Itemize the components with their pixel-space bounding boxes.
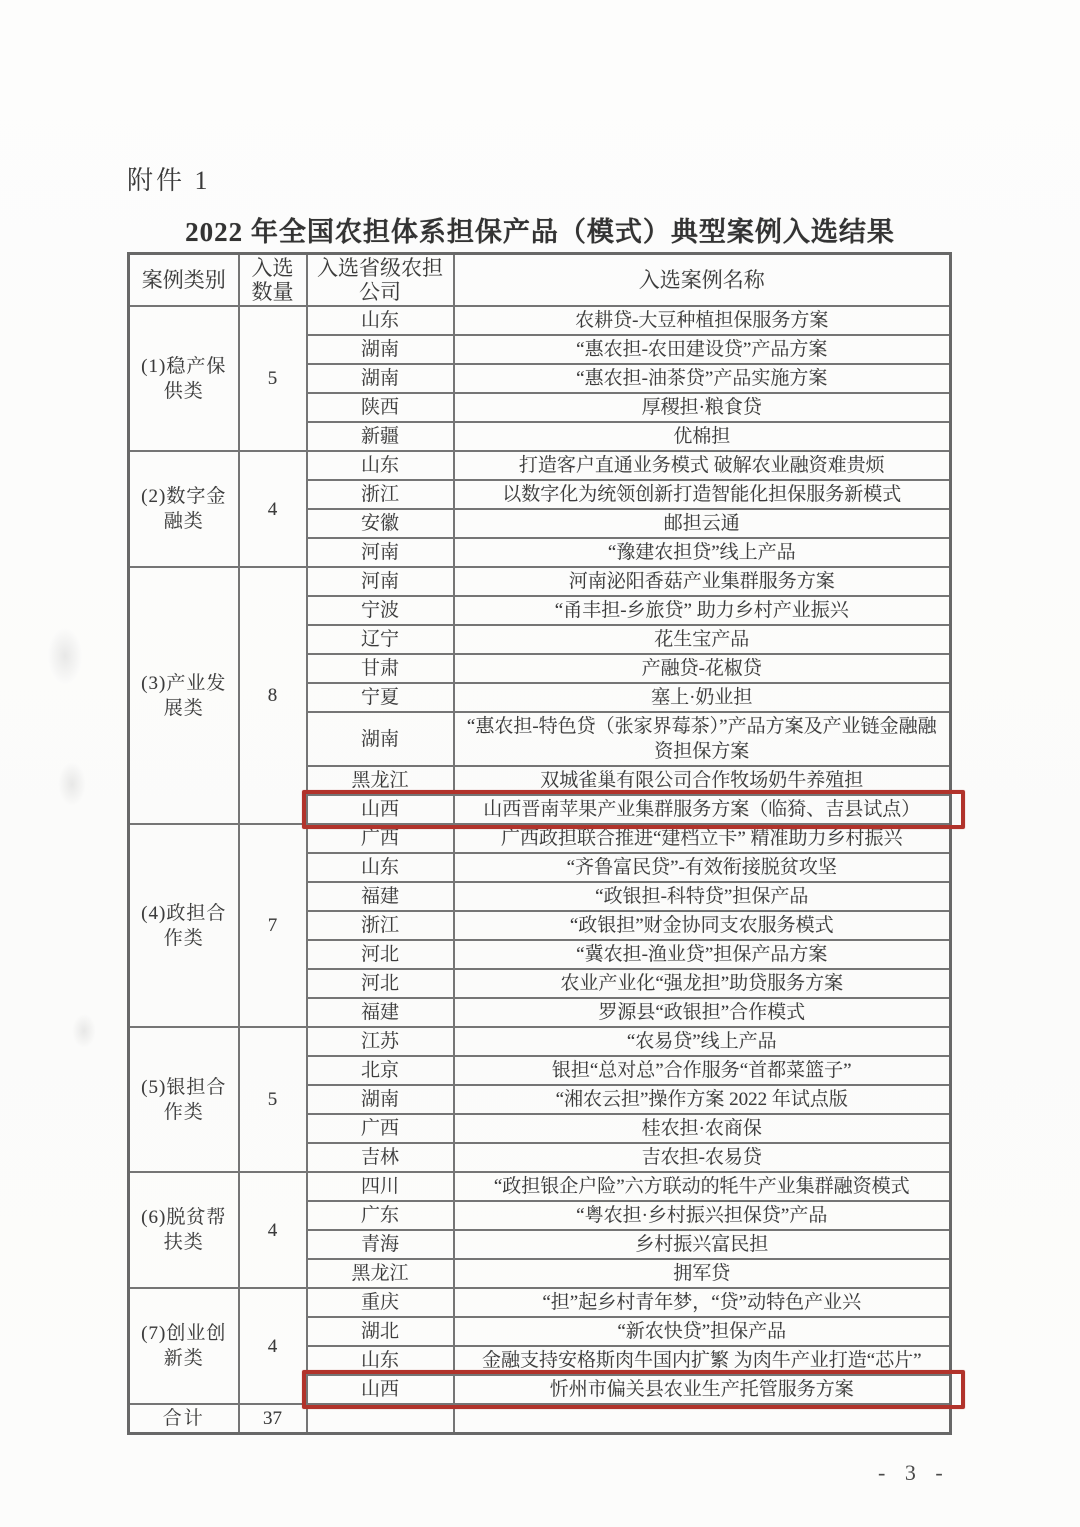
case-name-cell: “齐鲁富民贷”-有效衔接脱贫攻坚: [454, 853, 951, 882]
table-header-row: [129, 254, 951, 307]
province-cell: 湖南: [307, 712, 454, 766]
province-cell: 陕西: [307, 393, 454, 422]
category-count: 5: [239, 306, 307, 451]
case-name-cell: “冀农担-渔业贷”担保产品方案: [454, 940, 951, 969]
header-category: 案例类别: [129, 254, 239, 307]
case-name-cell: 拥军贷: [454, 1259, 951, 1288]
province-cell: 湖北: [307, 1317, 454, 1346]
province-cell: 广东: [307, 1201, 454, 1230]
case-name-cell: 广西政担联合推进“建档立卡” 精准助力乡村振兴: [454, 824, 951, 853]
page-number: - 3 -: [878, 1460, 950, 1485]
province-cell: 黑龙江: [307, 1259, 454, 1288]
province-cell: 河南: [307, 538, 454, 567]
case-name-cell: “湘农云担”操作方案 2022 年试点版: [454, 1085, 951, 1114]
table-row: [129, 824, 951, 853]
province-cell: 黑龙江: [307, 766, 454, 795]
province-cell: 山西: [307, 795, 454, 824]
empty-cell: [307, 1404, 454, 1434]
category-label: (6)脱贫帮扶类: [129, 1172, 239, 1288]
case-name-cell: 打造客户直通业务模式 破解农业融资难贵烦: [454, 451, 951, 480]
case-name-cell: 双城雀巢有限公司合作牧场奶牛养殖担: [454, 766, 951, 795]
province-cell: 山东: [307, 306, 454, 335]
province-cell: 山东: [307, 1346, 454, 1375]
province-cell: 广西: [307, 824, 454, 853]
category-count: 4: [239, 1172, 307, 1288]
case-name-cell: “担”起乡村青年梦，“贷”动特色产业兴: [454, 1288, 951, 1317]
case-name-cell: 产融贷-花椒贷: [454, 654, 951, 683]
header-case-name: 入选案例名称: [454, 254, 951, 307]
province-cell: 安徽: [307, 509, 454, 538]
category-count: 5: [239, 1027, 307, 1172]
category-count: 4: [239, 451, 307, 567]
category-label: (7)创业创新类: [129, 1288, 239, 1404]
category-label: (1)稳产保供类: [129, 306, 239, 451]
category-label: (2)数字金融类: [129, 451, 239, 567]
case-name-cell: “惠农担-油茶贷”产品实施方案: [454, 364, 951, 393]
scan-smudge: [48, 628, 82, 684]
province-cell: 重庆: [307, 1288, 454, 1317]
header-count: 入选数量: [239, 254, 307, 307]
case-name-cell: 罗源县“政银担”合作模式: [454, 998, 951, 1027]
total-label: 合计: [129, 1404, 239, 1434]
province-cell: 湖南: [307, 364, 454, 393]
province-cell: 青海: [307, 1230, 454, 1259]
province-cell: 福建: [307, 998, 454, 1027]
province-cell: 宁波: [307, 596, 454, 625]
case-name-cell: “惠农担-农田建设贷”产品方案: [454, 335, 951, 364]
province-cell: 吉林: [307, 1143, 454, 1172]
case-name-cell: “豫建农担贷”线上产品: [454, 538, 951, 567]
province-cell: 河南: [307, 567, 454, 596]
province-cell: 浙江: [307, 911, 454, 940]
province-cell: 湖南: [307, 1085, 454, 1114]
case-name-cell: “政银担”财金协同支农服务模式: [454, 911, 951, 940]
province-cell: 福建: [307, 882, 454, 911]
province-cell: 辽宁: [307, 625, 454, 654]
province-cell: 浙江: [307, 480, 454, 509]
results-table: [127, 252, 952, 1435]
province-cell: 北京: [307, 1056, 454, 1085]
case-name-cell: 厚稷担·粮食贷: [454, 393, 951, 422]
case-name-cell: “惠农担-特色贷（张家界莓茶）”产品方案及产业链金融融资担保方案: [454, 712, 951, 766]
case-name-cell: 吉农担-农易贷: [454, 1143, 951, 1172]
table-row: [129, 1027, 951, 1056]
case-name-cell: 河南泌阳香菇产业集群服务方案: [454, 567, 951, 596]
case-name-cell: 以数字化为统领创新打造智能化担保服务新模式: [454, 480, 951, 509]
province-cell: 河北: [307, 969, 454, 998]
case-name-cell: 桂农担·农商保: [454, 1114, 951, 1143]
scan-smudge: [72, 1014, 96, 1048]
table-row: [129, 1172, 951, 1201]
case-name-cell: 忻州市偏关县农业生产托管服务方案: [454, 1375, 951, 1404]
table-row: [129, 567, 951, 596]
province-cell: 新疆: [307, 422, 454, 451]
category-label: (4)政担合作类: [129, 824, 239, 1027]
document-title: 2022 年全国农担体系担保产品（模式）典型案例入选结果: [185, 217, 895, 247]
province-cell: 江苏: [307, 1027, 454, 1056]
case-name-cell: 金融支持安格斯肉牛国内扩繁 为肉牛产业打造“芯片”: [454, 1346, 951, 1375]
case-name-cell: “新农快贷”担保产品: [454, 1317, 951, 1346]
case-name-cell: 邮担云通: [454, 509, 951, 538]
case-name-cell: 花生宝产品: [454, 625, 951, 654]
category-count: 8: [239, 567, 307, 824]
case-name-cell: 山西晋南苹果产业集群服务方案（临猗、吉县试点）: [454, 795, 951, 824]
empty-cell: [454, 1404, 951, 1434]
table-row: [129, 306, 951, 335]
case-name-cell: 银担“总对总”合作服务“首都菜篮子”: [454, 1056, 951, 1085]
case-name-cell: “粤农担·乡村振兴担保贷”产品: [454, 1201, 951, 1230]
table-row: [129, 451, 951, 480]
case-name-cell: “政银担-科特贷”担保产品: [454, 882, 951, 911]
category-label: (5)银担合作类: [129, 1027, 239, 1172]
case-name-cell: 塞上·奶业担: [454, 683, 951, 712]
total-row: [129, 1404, 951, 1434]
case-name-cell: “甬丰担-乡旅贷” 助力乡村产业振兴: [454, 596, 951, 625]
table-row: [129, 1288, 951, 1317]
province-cell: 四川: [307, 1172, 454, 1201]
case-name-cell: “政担银企户险”六方联动的牦牛产业集群融资模式: [454, 1172, 951, 1201]
category-count: 7: [239, 824, 307, 1027]
header-provincial-company: 入选省级农担公司: [307, 254, 454, 307]
province-cell: 湖南: [307, 335, 454, 364]
case-name-cell: 乡村振兴富民担: [454, 1230, 951, 1259]
attachment-label: 附件 1: [127, 166, 211, 195]
province-cell: 宁夏: [307, 683, 454, 712]
province-cell: 山东: [307, 451, 454, 480]
category-count: 4: [239, 1288, 307, 1404]
case-name-cell: 农耕贷-大豆种植担保服务方案: [454, 306, 951, 335]
province-cell: 广西: [307, 1114, 454, 1143]
case-name-cell: 优棉担: [454, 422, 951, 451]
province-cell: 山东: [307, 853, 454, 882]
case-name-cell: 农业产业化“强龙担”助贷服务方案: [454, 969, 951, 998]
province-cell: 甘肃: [307, 654, 454, 683]
total-count: 37: [239, 1404, 307, 1434]
scan-smudge: [58, 762, 86, 806]
province-cell: 河北: [307, 940, 454, 969]
category-label: (3)产业发展类: [129, 567, 239, 824]
case-name-cell: “农易贷”线上产品: [454, 1027, 951, 1056]
province-cell: 山西: [307, 1375, 454, 1404]
